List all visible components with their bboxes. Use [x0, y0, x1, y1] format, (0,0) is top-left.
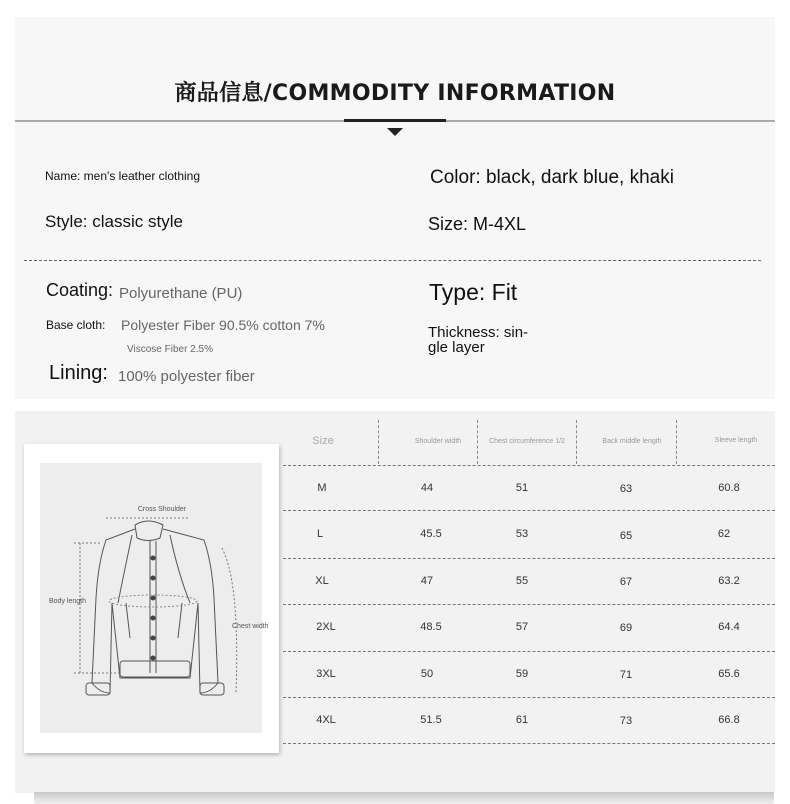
page-title: 商品信息/COMMODITY INFORMATION: [174, 81, 616, 106]
table-row-line: [283, 651, 775, 652]
table-cell: 69: [619, 622, 633, 634]
table-cell-size: M: [317, 482, 327, 494]
table-row-line: [283, 558, 775, 559]
thickness-line-1: Thickness: sin-: [428, 324, 529, 341]
jacket-buttons: [151, 556, 156, 661]
bottom-shadow: [34, 792, 774, 804]
table-cell-size: L: [316, 528, 324, 540]
table-cell: 67: [619, 576, 633, 588]
lining-label: Lining:: [49, 362, 108, 384]
product-name: Name: men's leather clothing: [45, 169, 201, 183]
table-header-back-length: Back middle length: [602, 438, 662, 445]
table-cell: 63: [619, 483, 633, 495]
table-cell-size: XL: [315, 575, 329, 587]
coating-value: Polyurethane (PU): [119, 285, 243, 302]
table-cell: 71: [619, 669, 633, 681]
product-color: Color: black, dark blue, khaki: [430, 167, 674, 188]
table-cell: 53: [515, 528, 529, 540]
cross-shoulder-label: Cross Shoulder: [137, 506, 187, 513]
commodity-info-panel: [15, 17, 775, 399]
table-row-line: [283, 510, 775, 511]
table-cell-size: 2XL: [316, 621, 336, 633]
table-cell: 73: [619, 715, 633, 727]
table-cell: 47: [420, 575, 434, 587]
lining-value: 100% polyester fiber: [118, 368, 255, 385]
table-cell-size: 3XL: [316, 668, 336, 680]
table-row-line: [283, 697, 775, 698]
base-cloth-value: Polyester Fiber 90.5% cotton 7%: [121, 317, 325, 333]
down-arrow-icon: [387, 128, 403, 136]
coating-label: Coating:: [46, 280, 114, 300]
table-cell: 57: [515, 621, 529, 633]
table-header-separator: [378, 420, 379, 464]
table-cell: 65.6: [718, 668, 740, 680]
table-cell: 65: [619, 530, 633, 542]
table-cell: 63.2: [718, 575, 740, 587]
table-cell: 62: [717, 528, 731, 540]
title-divider-accent: [344, 119, 446, 122]
table-cell: 60.8: [718, 482, 740, 494]
table-cell: 64.4: [718, 621, 740, 633]
table-cell: 61: [515, 714, 529, 726]
thickness-line-2: gle layer: [428, 339, 485, 356]
table-cell: 44: [420, 482, 434, 494]
product-style: Style: classic style: [45, 212, 183, 231]
table-cell: 55: [515, 575, 529, 587]
chest-width-label: Chest width: [232, 623, 269, 630]
table-header-chest: Chest circumference 1/2: [489, 438, 565, 445]
base-cloth-label: Base cloth:: [46, 318, 106, 332]
table-row-line: [283, 743, 775, 744]
info-divider: [24, 260, 761, 261]
table-row-line: [283, 604, 775, 605]
table-cell: 50: [420, 668, 434, 680]
table-row-line: [283, 465, 775, 466]
table-cell: 45.5: [420, 528, 442, 540]
table-header-size: Size: [312, 435, 334, 447]
table-header-shoulder: Shoulder width: [414, 438, 462, 445]
product-type: Type: Fit: [429, 279, 518, 305]
table-header-sleeve: Sleeve length: [714, 437, 758, 444]
table-cell: 51: [515, 482, 529, 494]
product-size-range: Size: M-4XL: [428, 214, 527, 234]
table-cell: 48.5: [420, 621, 442, 633]
table-cell: 51.5: [420, 714, 442, 726]
table-cell-size: 4XL: [316, 714, 336, 726]
table-cell: 66.8: [718, 714, 740, 726]
body-length-label: Body length: [49, 598, 86, 605]
base-cloth-value-2: Viscose Fiber 2.5%: [127, 344, 213, 355]
table-cell: 59: [515, 668, 529, 680]
